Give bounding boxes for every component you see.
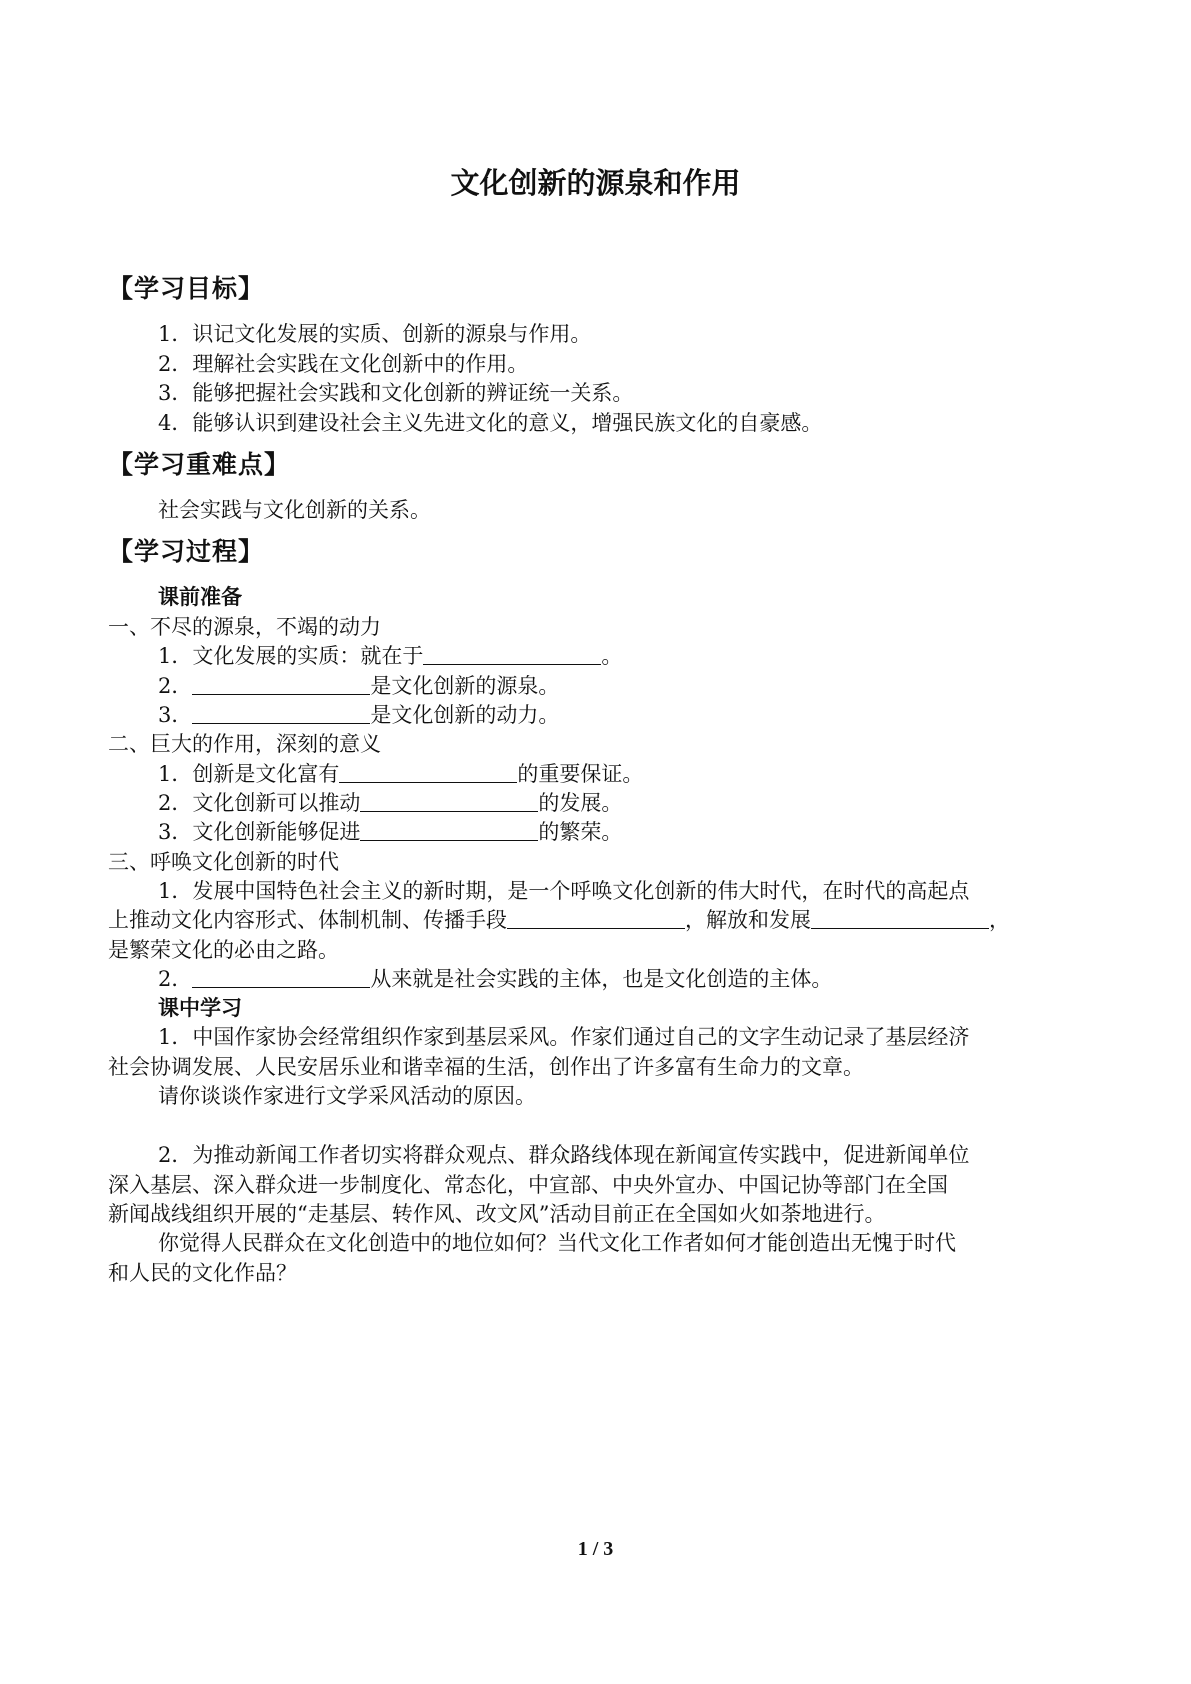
objective-item: 1．识记文化发展的实质、创新的源泉与作用。 bbox=[158, 322, 592, 346]
keypoints-heading: 【学习重难点】 bbox=[108, 450, 291, 479]
answer-blank[interactable] bbox=[360, 789, 538, 812]
answer-blank[interactable] bbox=[192, 672, 370, 695]
answer-blank[interactable] bbox=[811, 906, 989, 929]
item-text: 上推动文化内容形式、体制机制、传播手段 bbox=[108, 908, 507, 932]
keypoints-text: 社会实践与文化创新的关系。 bbox=[158, 498, 431, 522]
paragraph-line: 社会协调发展、人民安居乐业和谐幸福的生活，创作出了许多富有生命力的文章。 bbox=[108, 1055, 864, 1079]
paragraph-line: 是繁荣文化的必由之路。 bbox=[108, 938, 339, 962]
item-text: 的繁荣。 bbox=[538, 820, 623, 844]
fill-item bbox=[158, 817, 622, 847]
item-text: ， bbox=[989, 908, 1010, 932]
paragraph-line: 新闻战线组织开展的“走基层、转作风、改文风”活动目前正在全国如火如荼地进行。 bbox=[108, 1202, 886, 1226]
prep-subheading: 课前准备 bbox=[158, 585, 242, 609]
paragraph-line: 深入基层、深入群众进一步制度化、常态化，中宣部、中央外宣办、中国记协等部门在全国 bbox=[108, 1173, 948, 1197]
objectives-heading: 【学习目标】 bbox=[108, 274, 265, 303]
question-prompt: 请你谈谈作家进行文学采风活动的原因。 bbox=[158, 1084, 536, 1108]
fill-item bbox=[158, 788, 622, 818]
item-text: 2． bbox=[158, 674, 193, 698]
item-text: 3．文化创新能够促进 bbox=[158, 820, 361, 844]
item-text: 1．创新是文化富有 bbox=[158, 762, 340, 786]
fill-item bbox=[158, 964, 832, 994]
fill-item bbox=[158, 700, 559, 730]
item-text: 。 bbox=[601, 644, 623, 668]
item-text: 2． bbox=[158, 967, 193, 991]
section-2-title: 二、巨大的作用，深刻的意义 bbox=[108, 732, 381, 756]
process-heading: 【学习过程】 bbox=[108, 537, 265, 566]
question-prompt: 你觉得人民群众在文化创造中的地位如何？当代文化工作者如何才能创造出无愧于时代 bbox=[158, 1231, 956, 1255]
objective-item: 2．理解社会实践在文化创新中的作用。 bbox=[158, 352, 529, 376]
answer-blank[interactable] bbox=[423, 642, 601, 665]
question-prompt: 和人民的文化作品？ bbox=[108, 1261, 297, 1285]
objective-item: 4．能够认识到建设社会主义先进文化的意义，增强民族文化的自豪感。 bbox=[158, 411, 823, 435]
page-number: 1 / 3 bbox=[577, 1538, 614, 1560]
paragraph-line: 2．为推动新闻工作者切实将群众观点、群众路线体现在新闻宣传实践中，促进新闻单位 bbox=[158, 1143, 970, 1167]
item-text: 3． bbox=[158, 703, 193, 727]
inclass-subheading: 课中学习 bbox=[158, 996, 242, 1020]
item-text: 是文化创新的动力。 bbox=[370, 703, 560, 727]
section-1-title: 一、不尽的源泉，不竭的动力 bbox=[108, 615, 381, 639]
answer-blank[interactable] bbox=[507, 906, 685, 929]
item-text: 2．文化创新可以推动 bbox=[158, 791, 361, 815]
section-3-title: 三、呼唤文化创新的时代 bbox=[108, 850, 339, 874]
fill-item bbox=[158, 671, 559, 701]
item-text: 是文化创新的源泉。 bbox=[370, 674, 560, 698]
fill-item bbox=[108, 905, 1010, 935]
fill-item bbox=[158, 759, 643, 789]
paragraph-line: 1．发展中国特色社会主义的新时期，是一个呼唤文化创新的伟大时代，在时代的高起点 bbox=[158, 879, 970, 903]
paragraph-line: 1．中国作家协会经常组织作家到基层采风。作家们通过自己的文字生动记录了基层经济 bbox=[158, 1025, 970, 1049]
item-text: 从来就是社会实践的主体，也是文化创造的主体。 bbox=[370, 967, 833, 991]
fill-item bbox=[158, 641, 622, 671]
answer-blank[interactable] bbox=[192, 965, 370, 988]
item-text: ，解放和发展 bbox=[685, 908, 811, 932]
item-text: 的重要保证。 bbox=[517, 762, 644, 786]
item-text: 的发展。 bbox=[538, 791, 623, 815]
item-text: 1．文化发展的实质：就在于 bbox=[158, 644, 424, 668]
objective-item: 3．能够把握社会实践和文化创新的辨证统一关系。 bbox=[158, 381, 634, 405]
page-title: 文化创新的源泉和作用 bbox=[450, 166, 741, 200]
answer-blank[interactable] bbox=[339, 760, 517, 783]
answer-blank[interactable] bbox=[192, 701, 370, 724]
answer-blank[interactable] bbox=[360, 818, 538, 841]
